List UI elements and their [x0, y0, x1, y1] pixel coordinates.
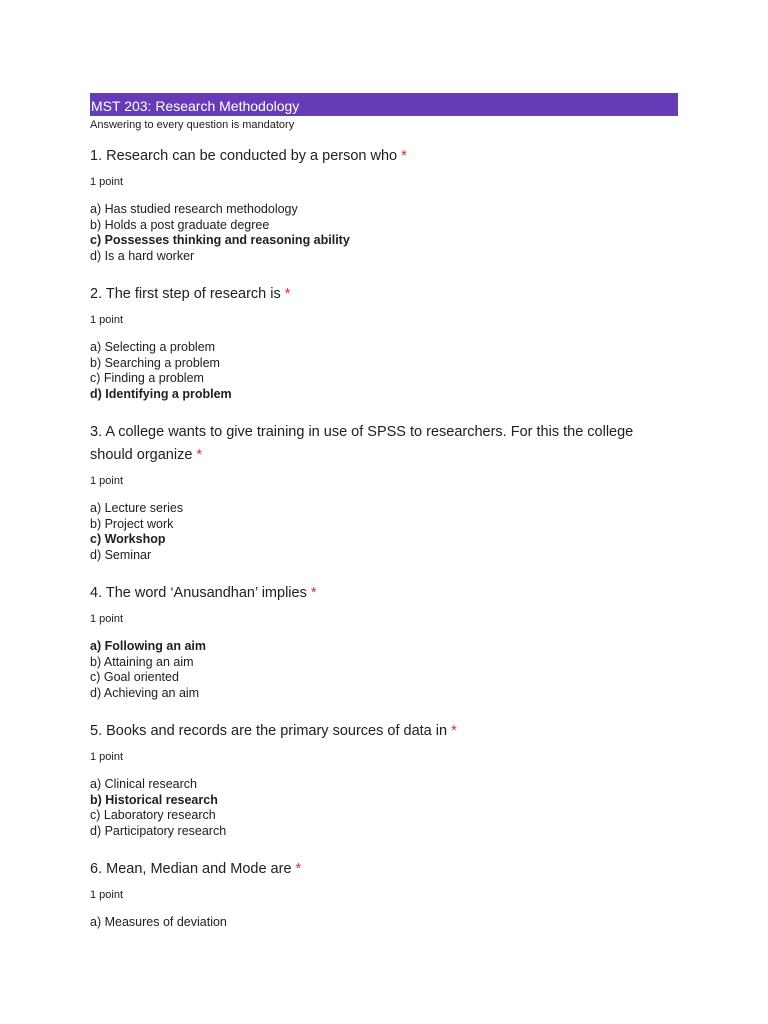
answer-option: c) Goal oriented [90, 670, 179, 684]
question-label: 2. The first step of research is [90, 286, 281, 302]
question-4 [90, 582, 678, 701]
answer-option: a) Selecting a problem [90, 340, 216, 354]
question-list [90, 145, 678, 931]
question-text [90, 145, 678, 168]
answer-option: a) Has studied research methodology [90, 202, 298, 216]
question-5 [90, 720, 678, 839]
question-text [90, 421, 678, 467]
points-label: 1 point [90, 613, 124, 625]
question-text [90, 582, 678, 605]
answer-option: d) Is a hard worker [90, 248, 195, 263]
answer-option: b) Project work [90, 516, 174, 531]
required-asterisk: * [295, 861, 302, 877]
question-label: 5. Books and records are the primary sources of data in [90, 723, 448, 739]
answer-option: a) Lecture series [90, 501, 184, 515]
answer-option: c) Finding a problem [90, 371, 204, 385]
form-page [90, 93, 678, 931]
option-list [90, 202, 678, 264]
answer-option: a) Clinical research [90, 777, 197, 791]
points-label: 1 point [90, 314, 124, 326]
required-asterisk: * [401, 148, 407, 164]
answer-option: a) Measures of deviation [90, 915, 227, 929]
correct-answer-option: d) Identifying a problem [90, 386, 232, 401]
form-title: MST 203: Research Methodology [90, 93, 678, 116]
option-list [90, 501, 678, 563]
form-subtitle: Answering to every question is mandatory [90, 119, 295, 131]
required-asterisk: * [451, 723, 457, 739]
option-list [90, 777, 678, 839]
question-text [90, 720, 678, 743]
answer-option: d) Seminar [90, 547, 152, 562]
answer-option: b) Attaining an aim [90, 654, 194, 669]
answer-option: d) Achieving an aim [90, 685, 200, 700]
question-1 [90, 145, 678, 264]
question-label: 1. Research can be conducted by a person who [90, 148, 398, 164]
required-asterisk: * [284, 286, 291, 302]
answer-option: b) Holds a post graduate degree [90, 217, 270, 232]
question-text [90, 858, 678, 881]
option-list [90, 340, 678, 402]
question-label: 4. The word ‘Anusandhan’ implies [90, 585, 307, 601]
points-label: 1 point [90, 889, 124, 901]
option-list [90, 915, 678, 931]
points-label: 1 point [90, 176, 124, 188]
question-6 [90, 858, 678, 931]
question-label: 3. A college wants to give training in use of SPSS to researchers. For this the college should organize [90, 424, 634, 463]
points-label: 1 point [90, 751, 124, 763]
points-label: 1 point [90, 475, 124, 487]
question-3 [90, 421, 678, 563]
required-asterisk: * [196, 447, 203, 463]
correct-answer-option: c) Workshop [90, 532, 166, 546]
correct-answer-option: c) Possesses thinking and reasoning ability [90, 233, 350, 247]
correct-answer-option: b) Historical research [90, 792, 218, 807]
option-list [90, 639, 678, 701]
answer-option: b) Searching a problem [90, 355, 220, 370]
answer-option: c) Laboratory research [90, 808, 216, 822]
answer-option: d) Participatory research [90, 823, 227, 838]
question-2 [90, 283, 678, 402]
question-text [90, 283, 678, 306]
correct-answer-option: a) Following an aim [90, 639, 206, 653]
question-label: 6. Mean, Median and Mode are [90, 861, 292, 877]
required-asterisk: * [310, 585, 317, 601]
